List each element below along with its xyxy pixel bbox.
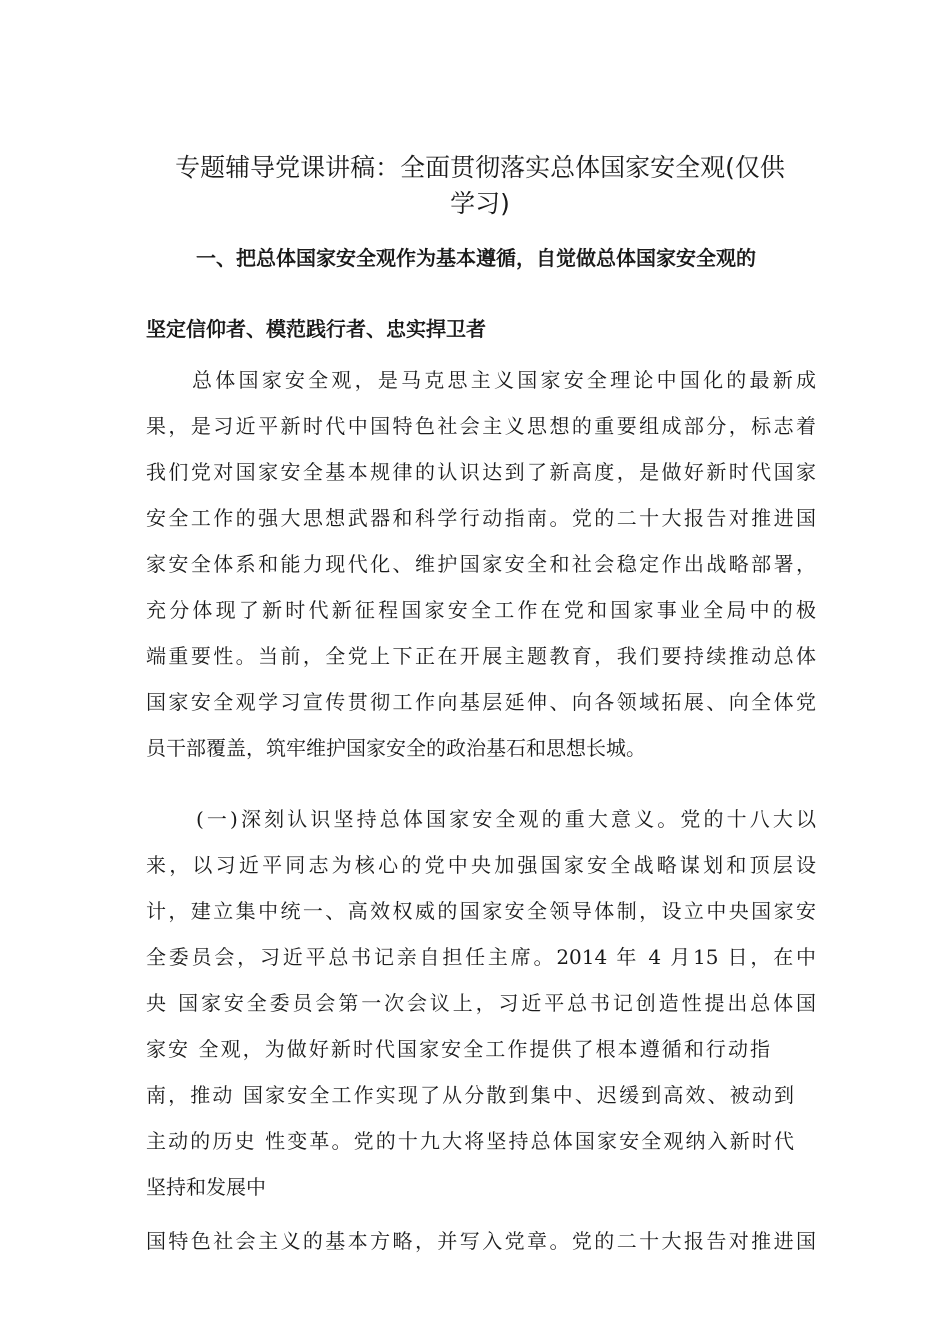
paragraph-2-line: (一)深刻认识坚持总体国家安全观的重大意义。党的十八大以 [196, 807, 816, 831]
title-line-2: 学习) [450, 189, 510, 218]
paragraph-2-line: 国特色社会主义的基本方略，并写入党章。党的二十大报告对推进国 [146, 1229, 816, 1253]
paragraph-2-line: 央 国家安全委员会第一次会议上，习近平总书记创造性提出总体国 [146, 991, 816, 1015]
section-heading-line-2: 坚定信仰者、模范践行者、忠实捍卫者 [146, 317, 486, 341]
paragraph-2-line: 家安 全观，为做好新时代国家安全工作提供了根本遵循和行动指 [146, 1037, 770, 1061]
paragraph-2-line: 南，推动 国家安全工作实现了从分散到集中、迟缓到高效、被动到 [146, 1083, 794, 1107]
paragraph-2-line: 计，建立集中统一、高效权威的国家安全领导体制，设立中央国家安 [146, 899, 816, 923]
paragraph-1-line: 我们党对国家安全基本规律的认识达到了新高度，是做好新时代国家 [146, 460, 816, 484]
paragraph-1-line: 总体国家安全观，是马克思主义国家安全理论中国化的最新成 [192, 368, 816, 392]
paragraph-2-line: 主动的历史 性变革。党的十九大将坚持总体国家安全观纳入新时代 [146, 1129, 794, 1153]
paragraph-1-line: 果，是习近平新时代中国特色社会主义思想的重要组成部分，标志着 [146, 414, 816, 438]
paragraph-1-line: 充分体现了新时代新征程国家安全工作在党和国家事业全局中的极 [146, 598, 816, 622]
paragraph-2-line: 坚持和发展中 [146, 1175, 266, 1199]
document-title [140, 150, 820, 222]
paragraph-2-line: 全委员会，习近平总书记亲自担任主席。2014 年 4 月15 日，在中 [146, 945, 816, 969]
paragraph-1-line: 安全工作的强大思想武器和科学行动指南。党的二十大报告对推进国 [146, 506, 816, 530]
paragraph-2-line: 来，以习近平同志为核心的党中央加强国家安全战略谋划和顶层设 [146, 853, 816, 877]
section-heading-line-1: 一、把总体国家安全观作为基本遵循，自觉做总体国家安全观的 [196, 246, 756, 270]
paragraph-1-line: 员干部覆盖，筑牢维护国家安全的政治基石和思想长城。 [146, 736, 646, 760]
paragraph-1-line: 家安全体系和能力现代化、维护国家安全和社会稳定作出战略部署， [146, 552, 816, 576]
title-line-1: 专题辅导党课讲稿：全面贯彻落实总体国家安全观(仅供 [175, 153, 785, 182]
paragraph-1-line: 端重要性。当前，全党上下正在开展主题教育，我们要持续推动总体 [146, 644, 816, 668]
paragraph-1-line: 国家安全观学习宣传贯彻工作向基层延伸、向各领域拓展、向全体党 [146, 690, 816, 714]
